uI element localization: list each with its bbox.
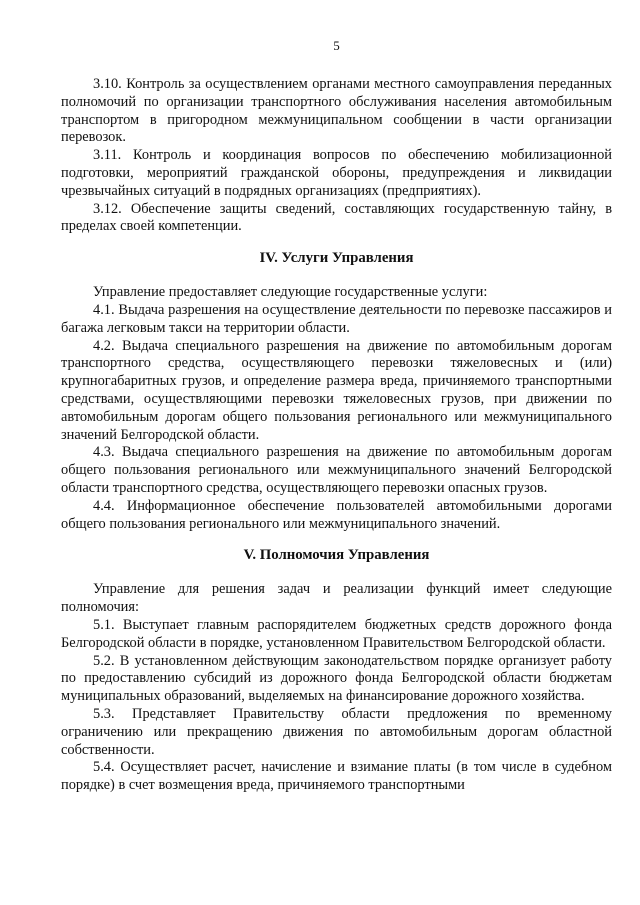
paragraph-4-3: 4.3. Выдача специального разрешения на движение по автомобильным дорогам общего пользования регионального или межмуниципального значений Белгородской области транспортного средства, осуществляющего перевозки опасных грузов.	[61, 444, 612, 496]
paragraph-5-2: 5.2. В установленном действующим законодательством порядке организует работу по предоставлению субсидий из дорожного фонда Белгородской области бюджетам муниципальных образований, выделяемых на финансирование дорожного хозяйства.	[61, 652, 612, 705]
paragraph-4-1: 4.1. Выдача разрешения на осуществление деятельности по перевозке пассажиров и багажа легковым такси на территории области.	[61, 301, 612, 336]
section-heading-services: IV. Услуги Управления	[259, 250, 414, 267]
powers-intro: Управление для решения задач и реализации функций имеет следующие полномочия:	[61, 581, 612, 616]
paragraph-3-10: 3.10. Контроль за осуществлением органами местного самоуправления переданных полномочий по организации транспортного обслуживания населения автомобильным транспортом в пригородном межмуниципальном сообщении в части организации перевозок.	[61, 76, 612, 146]
paragraph-5-1: 5.1. Выступает главным распорядителем бюджетных средств дорожного фонда Белгородской области в порядке, установленном Правительством Белгородской области.	[61, 616, 612, 651]
paragraph-3-12: 3.12. Обеспечение защиты сведений, составляющих государственную тайну, в пределах своей компетенции.	[61, 200, 612, 235]
section-heading-powers: V. Полномочия Управления	[243, 547, 430, 564]
paragraph-5-3: 5.3. Представляет Правительству области предложения по временному ограничению или прекращению движения по автомобильным дорогам областной собственности.	[61, 705, 612, 758]
paragraph-4-2: 4.2. Выдача специального разрешения на движение по автомобильным дорогам транспортного средства, осуществляющего перевозки тяжеловесных и (или) крупногабаритных грузов, и определение размера вреда, причиняемого транспортными средствами, осуществляющими перевозки тяжеловесных грузов, при движении по автомобильным дорогам общего пользования регионального или межмуниципального значений Белгородской области.	[61, 337, 612, 443]
paragraph-4-4: 4.4. Информационное обеспечение пользователей автомобильными дорогами общего пользования регионального или межмуниципального значений.	[61, 497, 612, 532]
paragraph-5-4: 5.4. Осуществляет расчет, начисление и взимание платы (в том числе в судебном порядке) в счет возмещения вреда, причиняемого транспортными	[61, 759, 612, 794]
services-intro: Управление предоставляет следующие государственные услуги:	[93, 284, 488, 301]
page-number: 5	[333, 38, 340, 53]
paragraph-3-11: 3.11. Контроль и координация вопросов по обеспечению мобилизационной подготовки, мероприятий гражданской обороны, предупреждения и ликвидации чрезвычайных ситуаций в подрядных организациях (предприятиях).	[61, 147, 612, 199]
